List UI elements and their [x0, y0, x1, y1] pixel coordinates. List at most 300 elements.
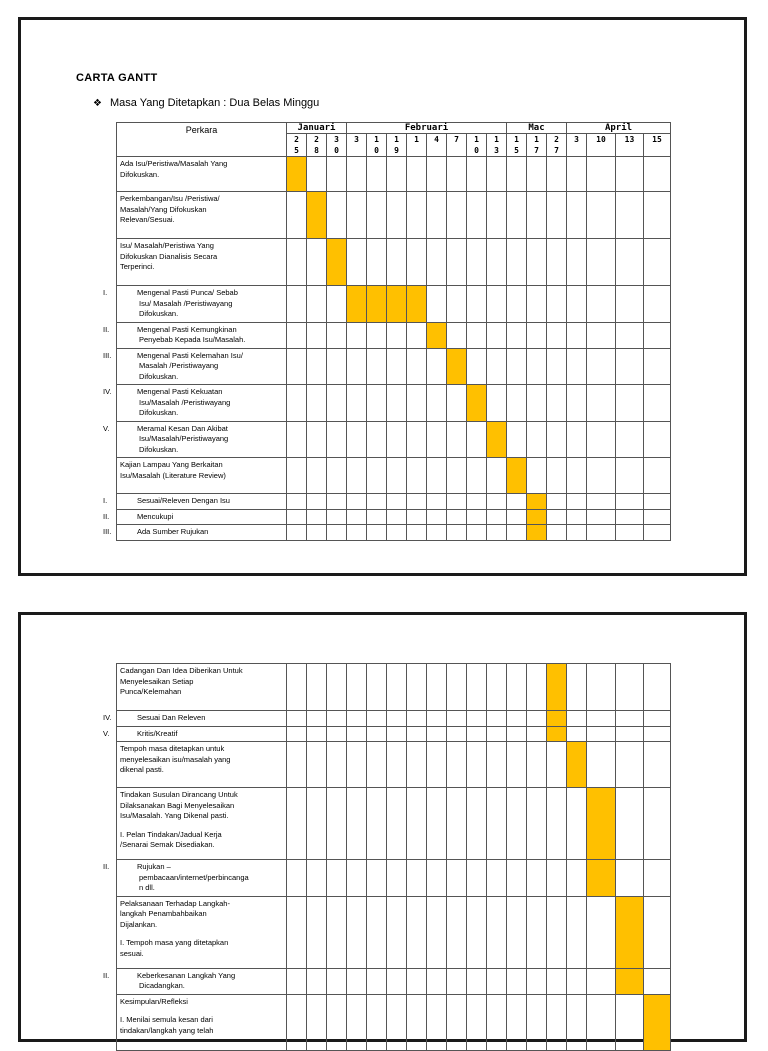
week-cell — [367, 322, 387, 348]
week-cell — [547, 286, 567, 323]
week-digit-2: 5 — [294, 146, 299, 155]
document-page-2 — [18, 612, 747, 1042]
week-cell — [567, 348, 587, 385]
week-cell — [367, 896, 387, 968]
week-digit-1: 4 — [434, 135, 439, 144]
week-cell — [567, 726, 587, 742]
week-cell — [307, 860, 327, 897]
week-cell — [327, 157, 347, 192]
line-gap — [120, 822, 283, 830]
week-cell — [307, 322, 327, 348]
week-cell — [307, 458, 327, 494]
week-digit-1: 1 — [414, 135, 419, 144]
week-digit-2 — [567, 145, 586, 156]
week-cell — [447, 742, 467, 788]
week-cell — [547, 994, 567, 1050]
week-header — [527, 134, 547, 157]
task-number: II. — [103, 862, 110, 871]
gantt-bar-cell — [547, 711, 567, 727]
week-cell — [567, 322, 587, 348]
week-cell — [587, 896, 616, 968]
week-cell — [507, 509, 527, 525]
week-cell — [387, 421, 407, 458]
task-row — [117, 788, 671, 860]
week-cell — [287, 896, 307, 968]
week-cell — [387, 192, 407, 239]
week-cell — [367, 421, 387, 458]
week-cell — [467, 726, 487, 742]
week-cell — [367, 968, 387, 994]
week-cell — [507, 525, 527, 541]
week-cell — [447, 664, 467, 711]
week-cell — [527, 322, 547, 348]
task-cell — [103, 711, 287, 727]
week-cell — [447, 322, 467, 348]
week-cell — [567, 788, 587, 860]
week-cell — [487, 711, 507, 727]
week-cell — [327, 860, 347, 897]
week-cell — [387, 726, 407, 742]
week-cell — [487, 509, 507, 525]
gantt-table-1 — [103, 122, 671, 541]
task-cell — [103, 726, 287, 742]
week-cell — [367, 711, 387, 727]
week-cell — [587, 968, 616, 994]
task-line: Terperinci. — [120, 262, 155, 271]
task-row — [117, 494, 671, 510]
week-cell — [307, 157, 327, 192]
week-cell — [587, 711, 616, 727]
week-cell — [427, 994, 447, 1050]
gantt-table-2 — [103, 663, 671, 1051]
task-cell — [103, 348, 287, 385]
task-row — [117, 968, 671, 994]
task-line: Difokuskan. — [139, 309, 179, 318]
week-cell — [307, 726, 327, 742]
task-line: Meramal Kesan Dan Akibat — [137, 423, 228, 433]
week-cell — [567, 994, 587, 1050]
week-cell — [327, 458, 347, 494]
month-header: Mac — [507, 123, 567, 134]
week-cell — [507, 494, 527, 510]
task-row — [117, 157, 671, 192]
task-cell — [103, 322, 287, 348]
week-cell — [347, 525, 367, 541]
week-cell — [367, 860, 387, 897]
task-line: Ada Isu/Peristiwa/Masalah Yang — [120, 159, 228, 168]
week-cell — [427, 458, 447, 494]
week-cell — [527, 157, 547, 192]
week-cell — [547, 494, 567, 510]
week-digit-2 — [407, 145, 426, 156]
week-cell — [527, 192, 547, 239]
week-cell — [307, 742, 327, 788]
week-cell — [616, 994, 644, 1050]
week-cell — [567, 494, 587, 510]
week-cell — [287, 458, 307, 494]
week-cell — [487, 525, 507, 541]
task-cell — [103, 968, 287, 994]
task-line: Mengenal Pasti Punca/ Sebab — [137, 288, 238, 297]
week-cell — [547, 322, 567, 348]
week-cell — [567, 157, 587, 192]
week-cell — [447, 157, 467, 192]
month-header: Januari — [287, 123, 347, 134]
week-cell — [587, 726, 616, 742]
week-digit-2 — [347, 145, 366, 156]
line-gap — [120, 930, 283, 938]
gantt-bar-cell — [287, 157, 307, 192]
week-cell — [427, 711, 447, 727]
task-cell — [117, 896, 287, 968]
week-cell — [547, 742, 567, 788]
gantt-bar-cell — [616, 968, 644, 994]
week-cell — [307, 968, 327, 994]
week-cell — [347, 322, 367, 348]
week-cell — [347, 509, 367, 525]
week-cell — [367, 509, 387, 525]
task-cell — [103, 286, 287, 323]
week-digit-1: 1 — [394, 135, 399, 144]
week-cell — [567, 286, 587, 323]
gantt-bar-cell — [547, 726, 567, 742]
gantt-bar-cell — [387, 286, 407, 323]
week-cell — [587, 322, 616, 348]
week-cell — [427, 896, 447, 968]
week-cell — [307, 348, 327, 385]
week-cell — [507, 348, 527, 385]
task-line: Kajian Lampau Yang Berkaitan — [120, 460, 223, 469]
month-header: April — [567, 123, 671, 134]
task-row — [117, 348, 671, 385]
week-cell — [487, 742, 507, 788]
task-line: Ada Sumber Rujukan — [137, 527, 209, 536]
task-line: Difokuskan. — [139, 371, 179, 381]
week-cell — [427, 525, 447, 541]
week-cell — [527, 664, 547, 711]
week-cell — [616, 664, 644, 711]
week-cell — [644, 494, 671, 510]
week-cell — [347, 788, 367, 860]
week-cell — [547, 509, 567, 525]
task-cell — [117, 664, 287, 711]
week-cell — [407, 788, 427, 860]
week-cell — [387, 860, 407, 897]
task-number: I. — [103, 288, 108, 297]
week-cell — [447, 286, 467, 323]
task-row — [117, 286, 671, 323]
task-line: Difokuskan. — [139, 408, 179, 417]
week-cell — [427, 742, 447, 788]
week-digit-2 — [427, 145, 446, 156]
week-cell — [547, 385, 567, 422]
week-cell — [327, 525, 347, 541]
week-cell — [347, 742, 367, 788]
task-line: Dicadangkan. — [139, 981, 185, 990]
week-cell — [447, 494, 467, 510]
task-line: Rujukan – — [137, 862, 171, 871]
task-line: Penyebab Kepada Isu/Masalah. — [139, 335, 246, 344]
week-cell — [467, 239, 487, 286]
task-line: Isu/ Masalah/Peristiwa Yang — [120, 241, 214, 250]
week-cell — [644, 788, 671, 860]
week-cell — [644, 968, 671, 994]
gantt-bar-cell — [407, 286, 427, 323]
week-cell — [447, 968, 467, 994]
task-line: Menyelesaikan Setiap — [120, 676, 194, 686]
week-cell — [487, 458, 507, 494]
week-cell — [567, 421, 587, 458]
week-cell — [327, 385, 347, 422]
subtitle-bullet — [93, 97, 319, 109]
week-cell — [327, 286, 347, 323]
task-line: Relevan/Sesuai. — [120, 215, 175, 224]
week-cell — [487, 664, 507, 711]
week-digit-2 — [644, 145, 670, 156]
week-cell — [347, 385, 367, 422]
week-cell — [327, 711, 347, 727]
week-cell — [327, 994, 347, 1050]
week-cell — [487, 994, 507, 1050]
task-line: Cadangan Dan Idea Diberikan Untuk — [120, 666, 243, 675]
week-cell — [616, 711, 644, 727]
week-cell — [287, 385, 307, 422]
week-digit-1: 1 — [494, 135, 499, 144]
week-cell — [347, 348, 367, 385]
week-cell — [347, 860, 367, 897]
week-cell — [587, 239, 616, 286]
week-cell — [287, 742, 307, 788]
week-cell — [367, 157, 387, 192]
gantt-bar-cell — [616, 896, 644, 968]
task-number: III. — [103, 527, 112, 536]
week-digit-2: 0 — [374, 146, 379, 155]
week-digit-1: 13 — [624, 135, 635, 144]
week-digit-2: 3 — [494, 146, 499, 155]
week-cell — [616, 860, 644, 897]
task-cell — [117, 192, 287, 239]
week-cell — [447, 192, 467, 239]
week-cell — [407, 525, 427, 541]
week-cell — [287, 322, 307, 348]
week-cell — [387, 896, 407, 968]
week-cell — [527, 348, 547, 385]
week-cell — [567, 509, 587, 525]
task-cell — [117, 239, 287, 286]
week-cell — [367, 525, 387, 541]
week-cell — [407, 494, 427, 510]
week-cell — [616, 494, 644, 510]
week-cell — [407, 711, 427, 727]
week-cell — [507, 322, 527, 348]
week-cell — [407, 348, 427, 385]
week-cell — [644, 385, 671, 422]
week-cell — [644, 711, 671, 727]
week-cell — [587, 385, 616, 422]
gantt-bar-cell — [587, 860, 616, 897]
week-cell — [347, 494, 367, 510]
week-cell — [347, 968, 367, 994]
week-cell — [387, 385, 407, 422]
task-line: Tindakan Susulan Dirancang Untuk — [120, 790, 238, 799]
week-cell — [616, 421, 644, 458]
task-line: Isu/ Masalah /Peristiwayang — [139, 298, 233, 308]
week-cell — [567, 896, 587, 968]
week-cell — [307, 525, 327, 541]
week-cell — [287, 788, 307, 860]
week-cell — [347, 458, 367, 494]
task-line: langkah Penambahbaikan — [120, 909, 207, 918]
week-cell — [527, 726, 547, 742]
task-line: Difokuskan Dianalisis Secara — [120, 251, 218, 261]
gantt-bar-cell — [527, 494, 547, 510]
task-line: Punca/Kelemahan — [120, 687, 182, 696]
week-cell — [327, 421, 347, 458]
week-cell — [407, 421, 427, 458]
week-cell — [347, 239, 367, 286]
week-cell — [567, 525, 587, 541]
week-cell — [407, 192, 427, 239]
week-cell — [287, 968, 307, 994]
week-header — [327, 134, 347, 157]
week-cell — [427, 421, 447, 458]
week-digit-2 — [587, 145, 615, 156]
week-cell — [367, 458, 387, 494]
week-cell — [467, 509, 487, 525]
week-cell — [307, 239, 327, 286]
week-cell — [287, 239, 307, 286]
task-line: Difokuskan. — [139, 444, 179, 454]
week-cell — [387, 239, 407, 286]
week-cell — [387, 788, 407, 860]
week-cell — [507, 726, 527, 742]
week-cell — [507, 742, 527, 788]
task-line: Isu/Masalah (Literature Review) — [120, 470, 226, 480]
task-number: II. — [103, 970, 110, 980]
week-cell — [587, 494, 616, 510]
task-row — [117, 322, 671, 348]
week-cell — [567, 664, 587, 711]
week-cell — [427, 385, 447, 422]
task-row — [117, 860, 671, 897]
week-cell — [587, 421, 616, 458]
task-row — [117, 421, 671, 458]
week-cell — [427, 157, 447, 192]
week-cell — [387, 509, 407, 525]
week-cell — [367, 192, 387, 239]
week-cell — [467, 968, 487, 994]
week-cell — [387, 525, 407, 541]
task-line: Tempoh masa ditetapkan untuk — [120, 744, 225, 753]
week-cell — [447, 239, 467, 286]
task-line: I. Menilai semula kesan dari — [120, 1015, 213, 1024]
week-cell — [307, 286, 327, 323]
task-row — [117, 664, 671, 711]
week-cell — [347, 157, 367, 192]
week-cell — [547, 458, 567, 494]
week-cell — [427, 726, 447, 742]
week-cell — [644, 525, 671, 541]
week-cell — [307, 994, 327, 1050]
week-cell — [616, 509, 644, 525]
week-cell — [644, 458, 671, 494]
gantt-bar-cell — [644, 994, 671, 1050]
week-cell — [547, 157, 567, 192]
task-number: II. — [103, 511, 110, 521]
week-header — [287, 134, 307, 157]
week-cell — [467, 788, 487, 860]
week-cell — [527, 385, 547, 422]
week-cell — [347, 711, 367, 727]
week-cell — [387, 711, 407, 727]
task-row — [117, 742, 671, 788]
week-digit-2: 5 — [514, 146, 519, 155]
week-cell — [547, 421, 567, 458]
week-cell — [467, 192, 487, 239]
week-cell — [587, 348, 616, 385]
task-line: Keberkesanan Langkah Yang — [137, 970, 236, 980]
week-cell — [327, 509, 347, 525]
week-digit-1: 10 — [596, 135, 606, 144]
week-cell — [327, 742, 347, 788]
week-cell — [387, 968, 407, 994]
week-cell — [447, 509, 467, 525]
task-line: sesuai. — [120, 948, 144, 958]
week-cell — [407, 385, 427, 422]
week-cell — [427, 788, 447, 860]
task-line: Sesuai Dan Releven — [137, 713, 206, 722]
week-header — [307, 134, 327, 157]
week-cell — [587, 157, 616, 192]
month-header: Februari — [347, 123, 507, 134]
week-cell — [547, 896, 567, 968]
week-cell — [507, 896, 527, 968]
week-cell — [547, 348, 567, 385]
week-digit-1: 2 — [294, 135, 299, 144]
week-cell — [307, 788, 327, 860]
week-cell — [427, 968, 447, 994]
week-digit-2: 7 — [534, 146, 539, 155]
week-cell — [587, 664, 616, 711]
task-row — [117, 385, 671, 422]
week-cell — [427, 860, 447, 897]
week-digit-1: 3 — [574, 135, 579, 144]
week-cell — [367, 726, 387, 742]
week-cell — [287, 711, 307, 727]
week-header — [547, 134, 567, 157]
week-cell — [467, 157, 487, 192]
week-cell — [616, 525, 644, 541]
week-header — [347, 134, 367, 157]
gantt-bar-cell — [587, 788, 616, 860]
task-line: Perkembangan/Isu /Peristiwa/ — [120, 194, 220, 203]
week-cell — [644, 896, 671, 968]
week-cell — [507, 860, 527, 897]
week-cell — [447, 896, 467, 968]
week-header — [427, 134, 447, 157]
task-cell — [103, 860, 287, 897]
week-header — [387, 134, 407, 157]
week-cell — [367, 348, 387, 385]
gantt-bar-cell — [487, 421, 507, 458]
week-digit-1: 2 — [314, 135, 319, 144]
week-cell — [467, 994, 487, 1050]
task-line: Mengenal Pasti Kemungkinan — [137, 324, 237, 334]
week-cell — [487, 385, 507, 422]
week-header — [407, 134, 427, 157]
week-cell — [307, 711, 327, 727]
week-cell — [387, 994, 407, 1050]
